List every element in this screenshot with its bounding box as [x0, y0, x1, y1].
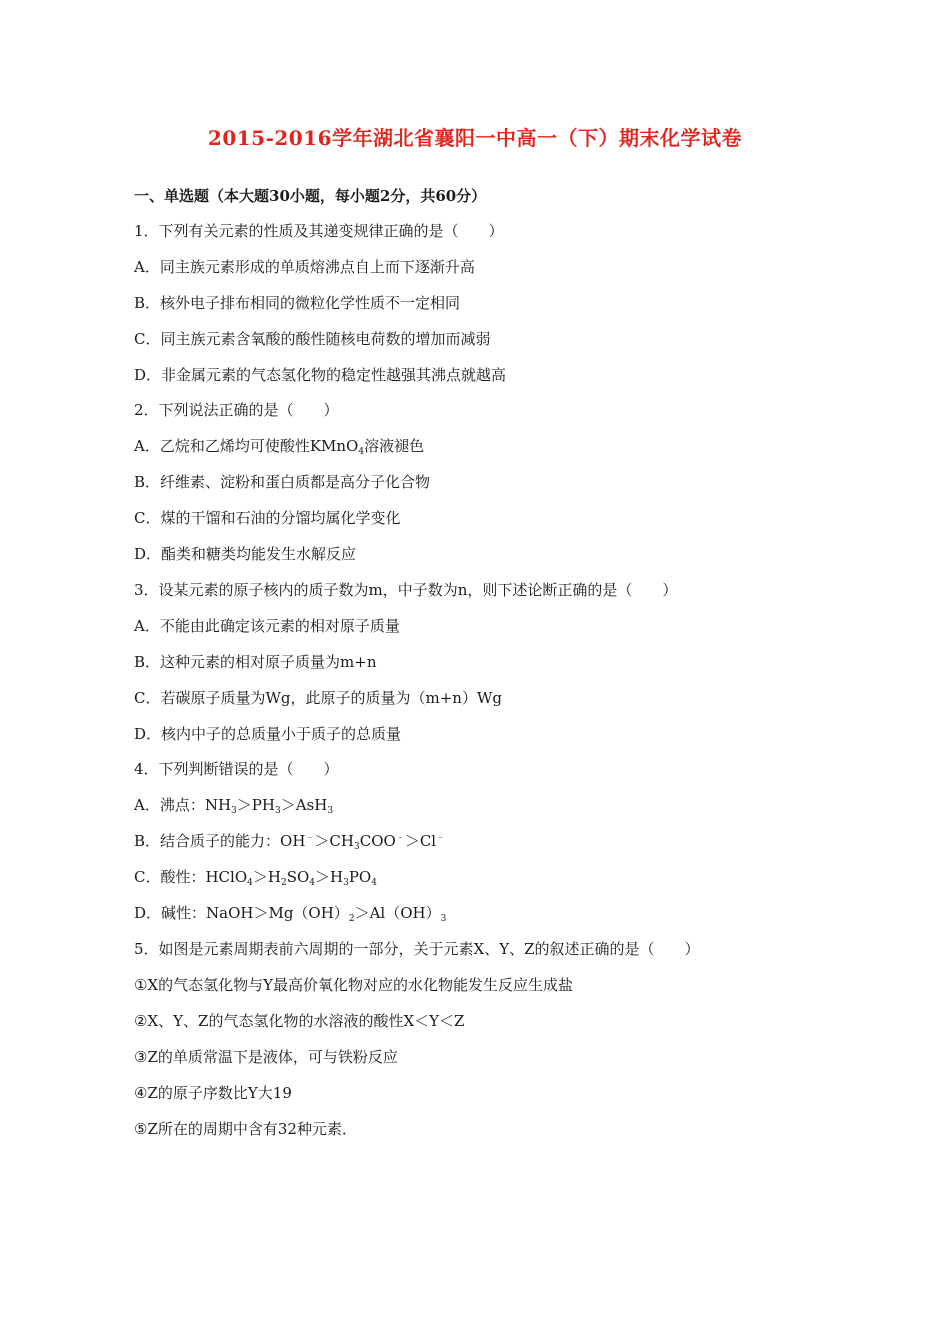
question-5-statement-2: ②X、Y、Z的气态氢化物的水溶液的酸性X＜Y＜Z	[134, 1012, 465, 1030]
question-3-stem: 3．设某元素的原子核内的质子数为m，中子数为n，则下述论断正确的是（ ）	[134, 581, 678, 599]
question-2-option-d: D．酯类和糖类均能发生水解反应	[134, 545, 357, 563]
question-1-option-d: D．非金属元素的气态氢化物的稳定性越强其沸点就越高	[134, 366, 507, 384]
question-4-stem: 4．下列判断错误的是（ ）	[134, 760, 339, 778]
question-1-option-c: C．同主族元素含氧酸的酸性随核电荷数的增加而减弱	[134, 330, 491, 348]
question-5-statement-1: ①X的气态氢化物与Y最高价氧化物对应的水化物能发生反应生成盐	[134, 976, 574, 994]
section-heading: 一、单选题（本大题30小题，每小题2分，共60分）	[134, 187, 487, 205]
question-4-option-b: B．结合质子的能力：$OH^﹣>CH_3COO^﹣>Cl^﹣$	[134, 832, 446, 852]
question-1-option-b: B．核外电子排布相同的微粒化学性质不一定相同	[134, 294, 461, 312]
question-3-option-a: A．不能由此确定该元素的相对原子质量	[134, 617, 400, 635]
question-1-stem: 1．下列有关元素的性质及其递变规律正确的是（ ）	[134, 222, 504, 240]
question-5-statement-4: ④Z的原子序数比Y大19	[134, 1084, 292, 1102]
question-5-statement-3: ③Z的单质常温下是液体，可与铁粉反应	[134, 1048, 398, 1066]
question-3-option-c: C．若碳原子质量为Wg，此原子的质量为（m+n）Wg	[134, 689, 502, 707]
question-3-option-d: D．核内中子的总质量小于质子的总质量	[134, 725, 402, 743]
question-4-option-d: D．碱性：$NaOH>Mg(OH)_2>Al(OH)_3$	[134, 904, 447, 924]
exam-title: 2015-2016学年湖北省襄阳一中高一（下）期末化学试卷	[207, 126, 743, 150]
question-5-stem: 5．如图是元素周期表前六周期的一部分，关于元素X、Y、Z的叙述正确的是（ ）	[134, 940, 700, 958]
question-2-option-c: C．煤的干馏和石油的分馏均属化学变化	[134, 509, 401, 527]
question-3-option-b: B．这种元素的相对原子质量为m+n	[134, 653, 377, 671]
question-4-option-a: A．沸点：$NH_3>PH_3>AsH_3$	[134, 796, 334, 816]
question-1-option-a: A．同主族元素形成的单质熔沸点自上而下逐渐升高	[134, 258, 475, 276]
question-2-option-a: A．乙烷和乙烯均可使酸性KMnO$_4$溶液褪色	[134, 437, 425, 457]
question-2-option-b: B．纤维素、淀粉和蛋白质都是高分子化合物	[134, 473, 431, 491]
question-4-option-c: C．酸性：$HClO_4>H_2SO_4>H_3PO_4$	[134, 868, 377, 888]
question-2-stem: 2．下列说法正确的是（ ）	[134, 401, 339, 419]
question-5-statement-5: ⑤Z所在的周期中含有32种元素．	[134, 1120, 357, 1138]
